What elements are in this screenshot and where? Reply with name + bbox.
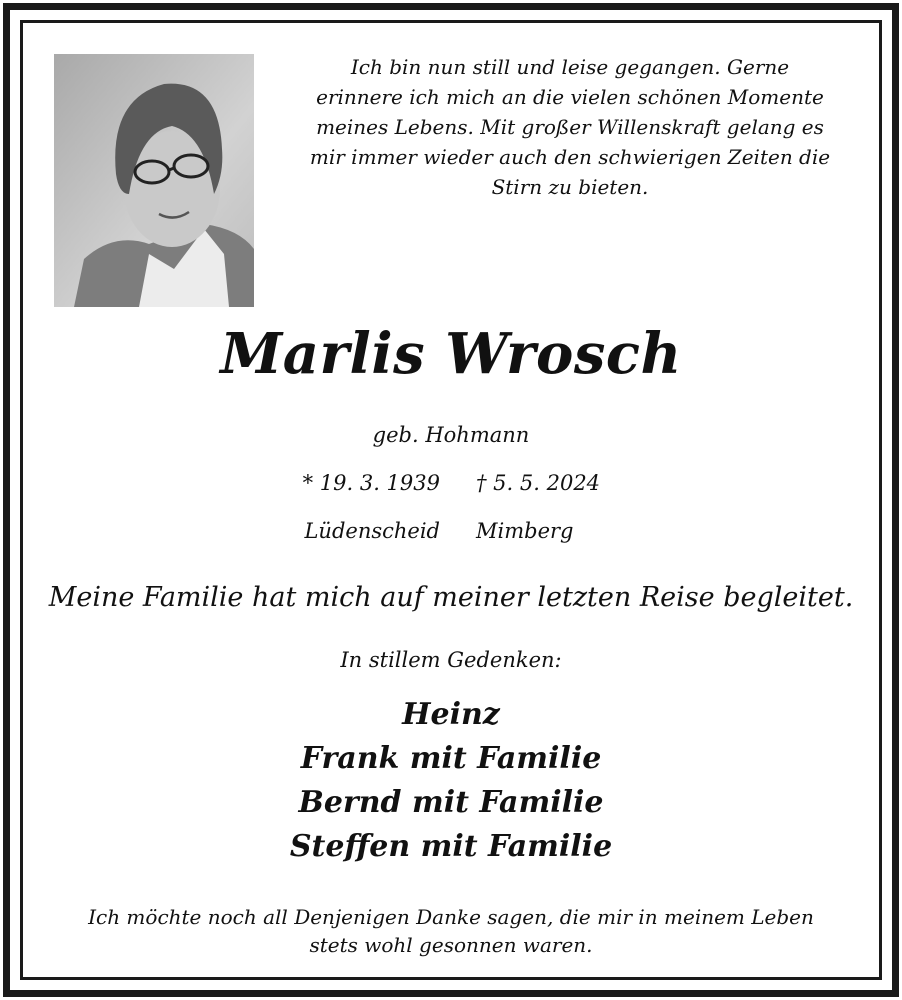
death-place: Mimberg — [476, 519, 574, 543]
journey-text: Meine Familie hat mich auf meiner letzten Reise begleitet. — [48, 582, 854, 613]
birth-date: * 19. 3. 1939 — [302, 471, 440, 495]
opening-quote: Ich bin nun still und leise gegangen. Gerne erinnere ich mich an die vielen schönen Momente meines Lebens. Mit großer Willenskraft gelang es mir immer wieder auch den schwierigen Zeiten die Stirn zu bieten. — [309, 55, 831, 199]
deceased-name: Marlis Wrosch — [220, 321, 682, 387]
birth-place: Lüdenscheid — [304, 519, 440, 543]
mourners-list — [0, 693, 902, 869]
thanks-text: Ich möchte noch all Denjenigen Danke sagen, die mir in meinem Leben stets wohl gesonnen waren. — [88, 905, 814, 957]
portrait-photo — [54, 54, 254, 307]
memory-label: In stillem Gedenken: — [340, 648, 562, 672]
mourner-name: Bernd mit Familie — [298, 785, 604, 820]
mourner-name: Steffen mit Familie — [289, 829, 613, 864]
maiden-name: geb. Hohmann — [372, 423, 530, 447]
death-date: † 5. 5. 2024 — [476, 471, 601, 495]
mourner-name: Heinz — [402, 697, 500, 732]
mourner-name: Frank mit Familie — [300, 741, 602, 776]
